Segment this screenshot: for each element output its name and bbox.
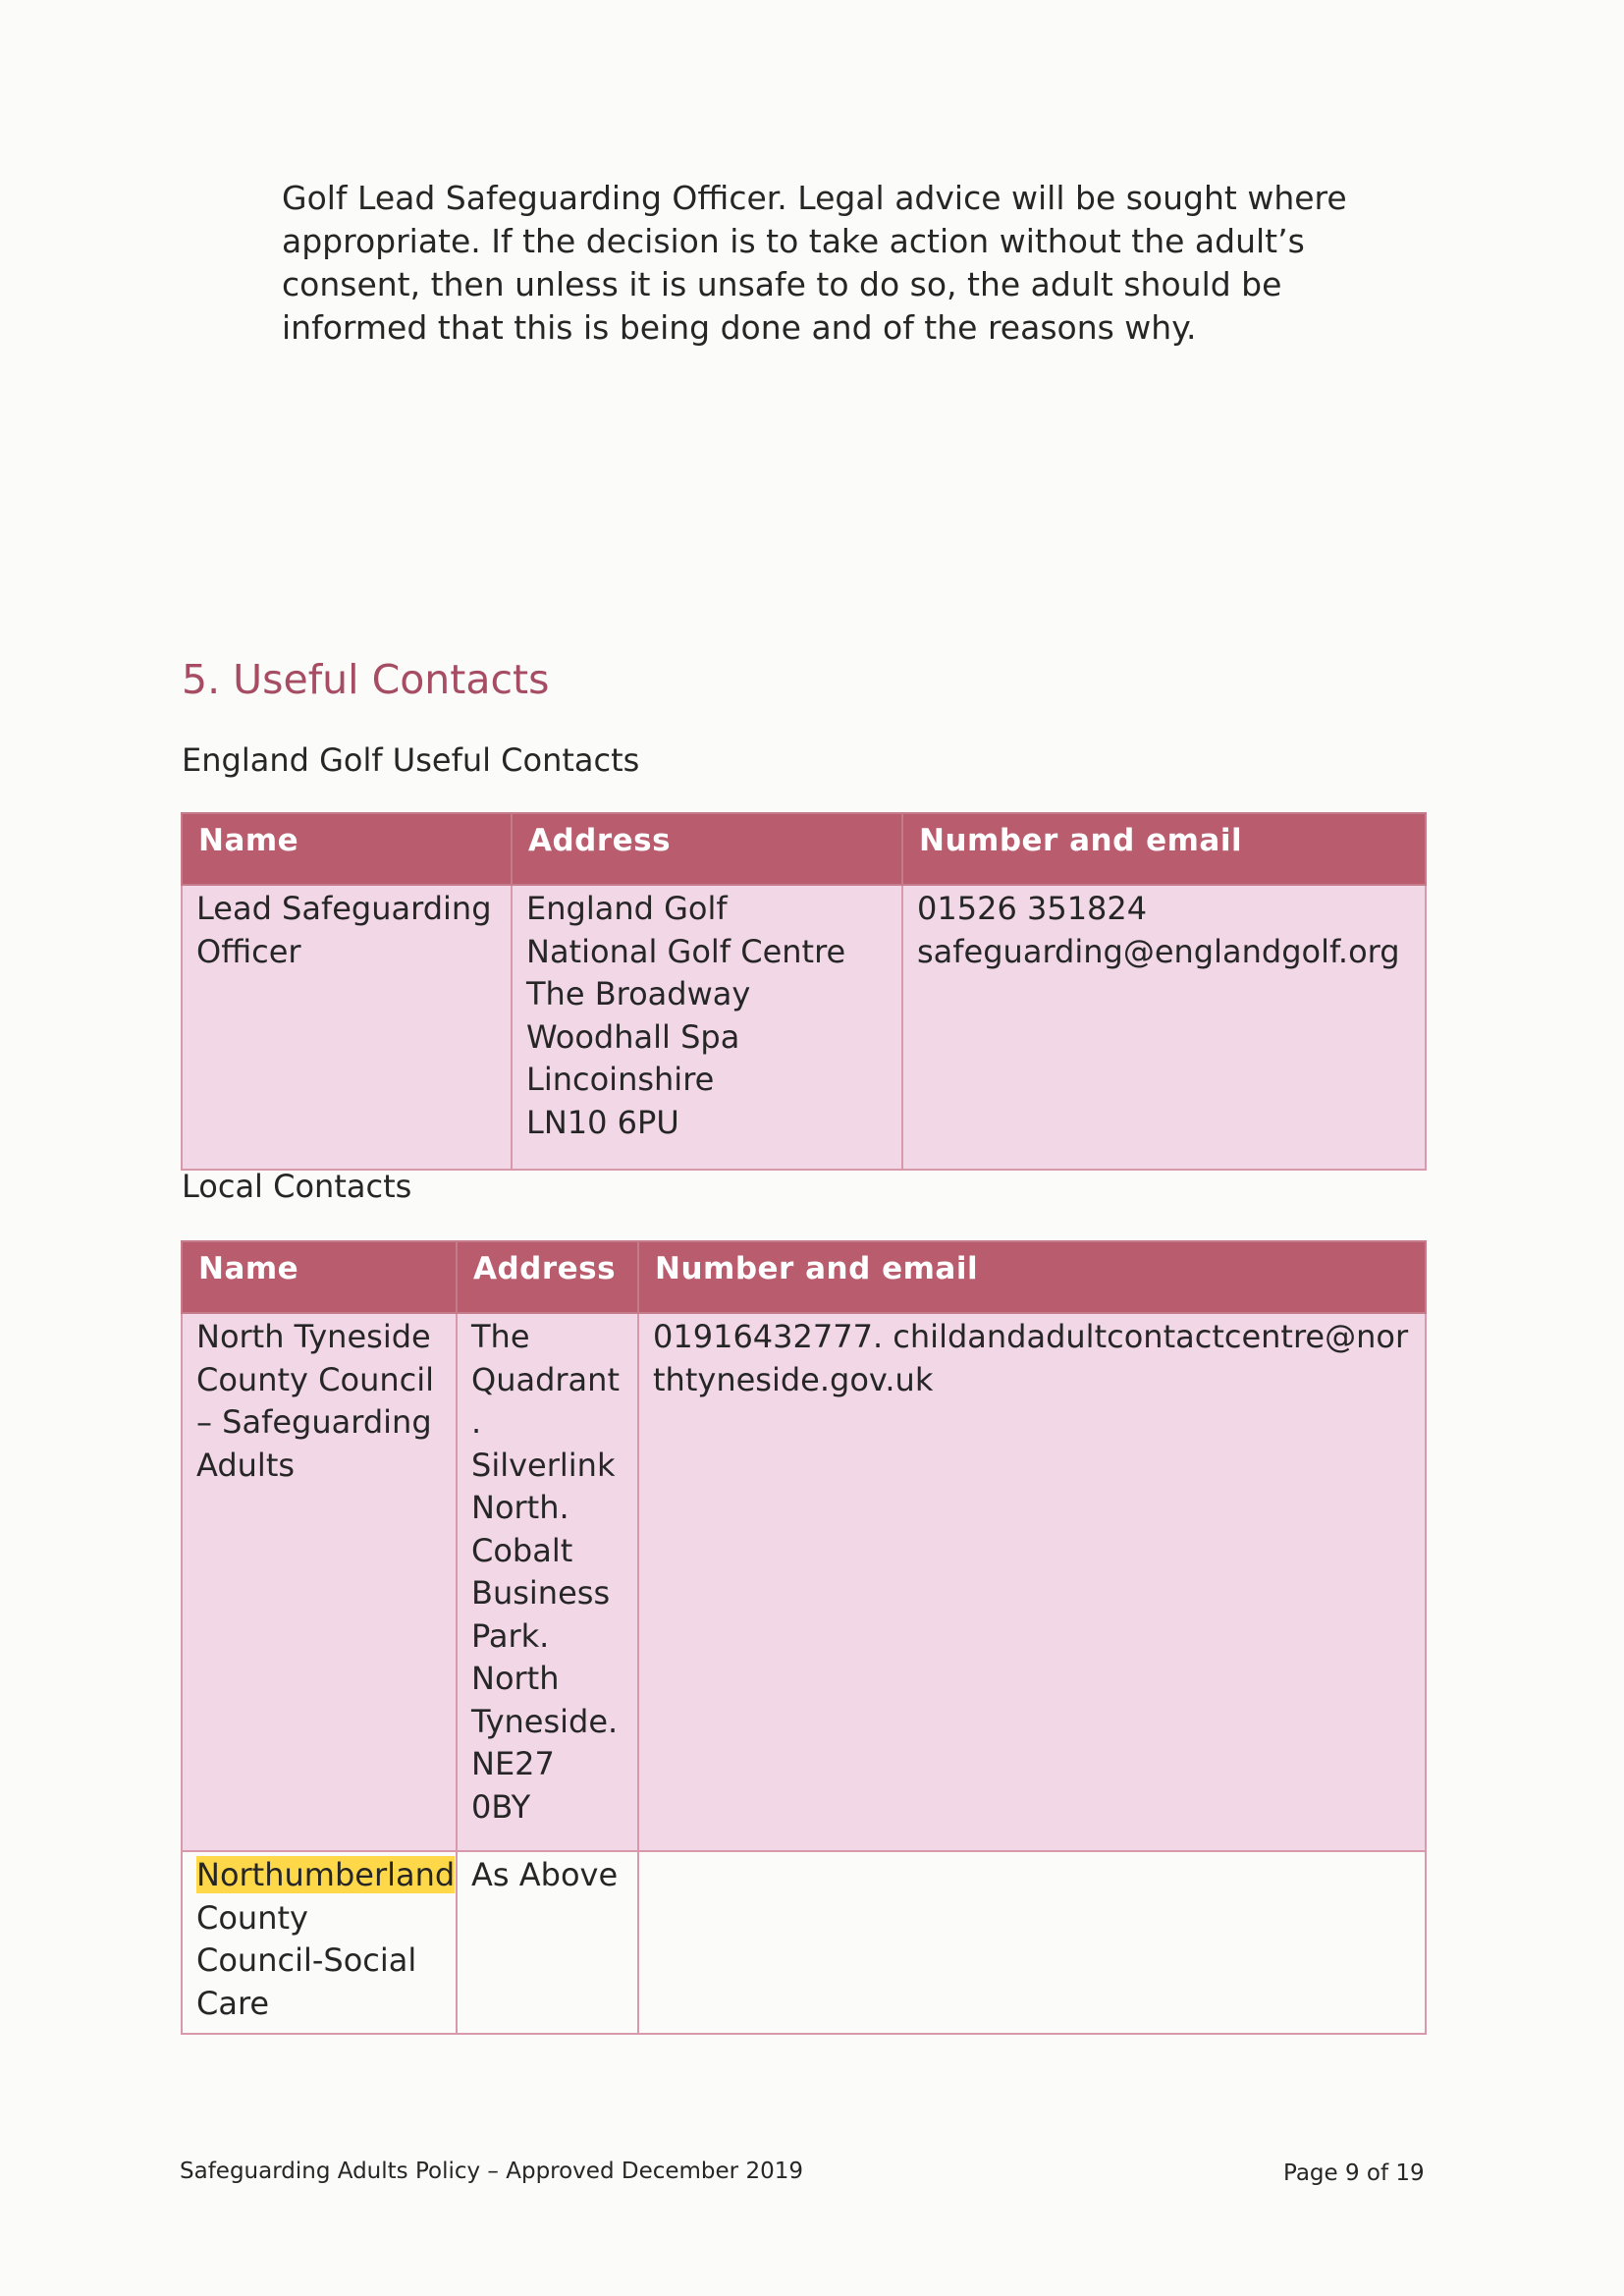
address-line: North (471, 1660, 560, 1697)
name-line: Adults (196, 1446, 296, 1484)
local-contacts-caption: Local Contacts (182, 1168, 412, 1205)
column-header-name: Name (182, 1241, 457, 1313)
address-line: Business (471, 1574, 611, 1612)
phone-number: 01526 351824 (917, 890, 1148, 927)
address-line: Silverlink (471, 1446, 616, 1484)
contact-name (182, 1851, 457, 2034)
address-line: The (471, 1318, 530, 1355)
highlighted-name: Northumberland (196, 1856, 456, 1893)
address-line: England Golf (526, 890, 728, 927)
contact-name (182, 1313, 457, 1851)
intro-paragraph: Golf Lead Safeguarding Officer. Legal advice will be sought where appropriate. If the decision is to take action without the adult’s consent, then unless it is unsafe to do so, the adult should be informed that this is being done and of the reasons why. (282, 179, 1347, 347)
contact-number-email (902, 885, 1426, 1170)
name-line: – Safeguarding (196, 1403, 432, 1441)
table-header-row (182, 813, 1426, 885)
column-header-number-email: Number and email (902, 813, 1426, 885)
footer-policy-title: Safeguarding Adults Policy – Approved December 2019 (180, 2159, 803, 2184)
table-row (182, 1313, 1426, 1851)
footer-page-number: Page 9 of 19 (1283, 2160, 1425, 2186)
address-line: NE27 (471, 1745, 555, 1782)
contact-number-email (638, 1851, 1426, 2034)
england-golf-caption: England Golf Useful Contacts (182, 741, 640, 779)
name-line: County Council (196, 1360, 434, 1398)
section-heading: 5. Useful Contacts (182, 656, 550, 703)
address-line: The Broadway (526, 975, 751, 1012)
contact-number-email: 01916432777. childandadultcontactcentre@northtyneside.gov.uk (638, 1313, 1426, 1851)
email-address: safeguarding@englandgolf.org (917, 932, 1400, 970)
contact-address (457, 1313, 638, 1851)
contact-address: As Above (457, 1851, 638, 2034)
table-row (182, 885, 1426, 1170)
column-header-address: Address (512, 813, 902, 885)
name-rest: County Council-Social Care (196, 1898, 417, 2022)
table-header-row (182, 1241, 1426, 1313)
england-golf-contacts-table (181, 812, 1427, 1171)
column-header-number-email: Number and email (638, 1241, 1426, 1313)
address-line: 0BY (471, 1787, 531, 1826)
address-line: Lincoinshire (526, 1061, 715, 1098)
local-contacts-table (181, 1240, 1427, 2035)
address-line: Park. (471, 1616, 550, 1655)
column-header-address: Address (457, 1241, 638, 1313)
address-line: North. (471, 1489, 569, 1526)
contact-name: Lead Safeguarding Officer (182, 885, 512, 1170)
address-line: National Golf Centre (526, 932, 846, 970)
address-line: Quadrant (471, 1360, 620, 1398)
name-line: North Tyneside (196, 1318, 431, 1355)
address-line: Tyneside. (471, 1702, 619, 1740)
contact-address (512, 885, 902, 1170)
table-row (182, 1851, 1426, 2034)
column-header-name: Name (182, 813, 512, 885)
address-line: Woodhall Spa (526, 1017, 740, 1056)
address-line: . (471, 1403, 482, 1441)
address-line: Cobalt (471, 1531, 573, 1569)
address-line: LN10 6PU (526, 1103, 679, 1141)
